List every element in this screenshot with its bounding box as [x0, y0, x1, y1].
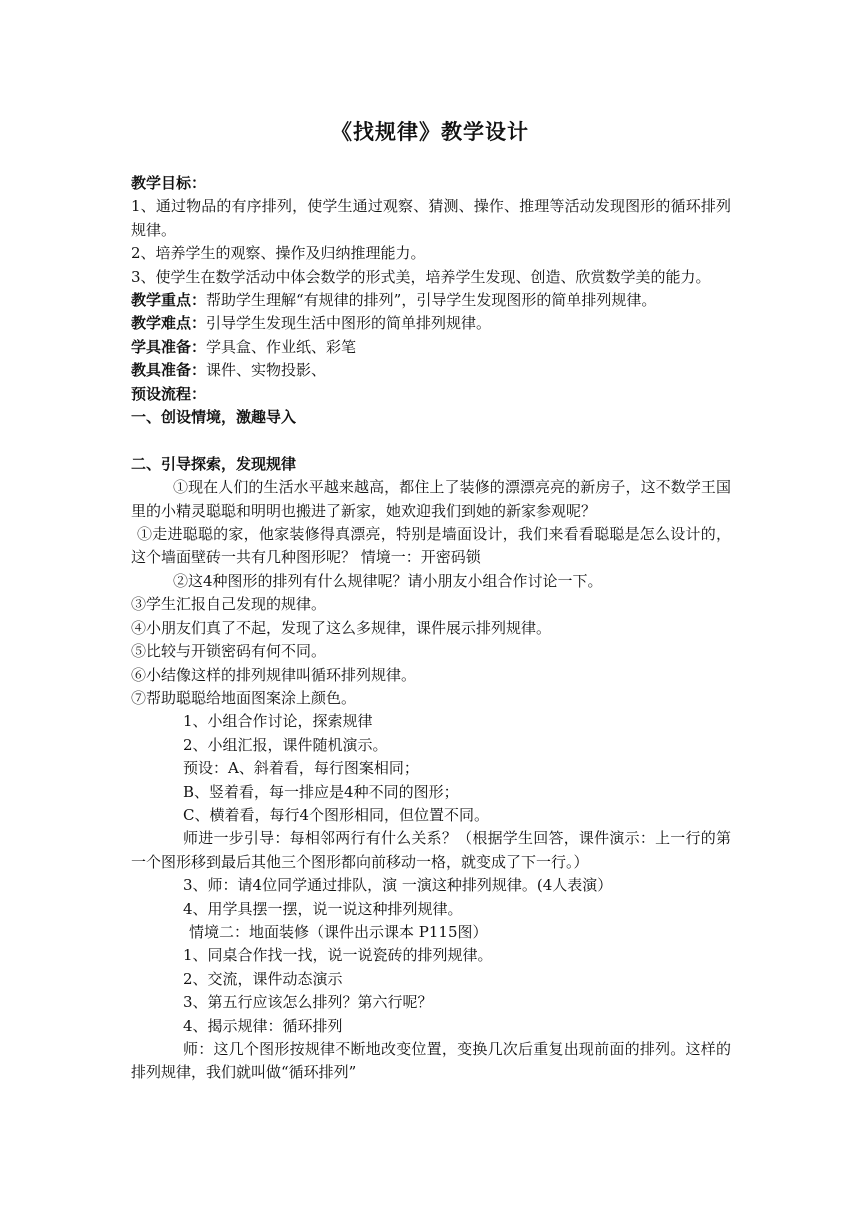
section-heading-1: 一、创设情境，激趣导入 — [131, 408, 297, 427]
paragraph: ⑥小结像这样的排列规律叫循环排列规律。 — [131, 665, 417, 684]
document-title: 《找规律》教学设计 — [331, 120, 529, 144]
section-heading-2: 二、引导探索，发现规律 — [131, 454, 297, 473]
paragraph: 4、揭示规律：循环排列 — [183, 1016, 343, 1035]
key-point-text: 帮助学生理解“有规律的排列”，引导学生发现图形的简单排列规律。 — [206, 291, 657, 310]
student-tools-text: 学具盒、作业纸、彩笔 — [206, 337, 357, 356]
blank-line — [131, 429, 731, 452]
paragraph: ①走进聪聪的家，他家装修得真漂亮，特别是墙面设计，我们来看看聪聪是怎么设计的，这个墙面壁砖一共有几种图形呢？ 情境一：开密码锁 — [131, 525, 731, 567]
paragraph: 师进一步引导：每相邻两行有什么关系？（根据学生回答，课件演示：上一行的第一个图形移到最后其他三个图形都向前移动一格，就变成了下一行。） — [131, 829, 731, 871]
paragraph: 2、交流，课件动态演示 — [183, 969, 343, 988]
paragraph: 1、小组合作讨论，探索规律 — [183, 712, 373, 731]
paragraph: 1、同桌合作找一找，说一说瓷砖的排列规律。 — [183, 946, 493, 965]
paragraph: 2、小组汇报，课件随机演示。 — [183, 735, 388, 754]
objective-item: 1、通过物品的有序排列，使学生通过观察、猜测、操作、推理等活动发现图形的循环排列规律。 — [131, 197, 731, 239]
objective-item: 2、培养学生的观察、操作及归纳推理能力。 — [131, 244, 426, 263]
paragraph: 3、第五行应该怎么排列？第六行呢？ — [183, 993, 433, 1012]
paragraph: 师：这几个图形按规律不断地改变位置，变换几次后重复出现前面的排列。这样的排列规律，我们就叫做“循环排列” — [131, 1040, 731, 1082]
objectives-heading: 教学目标： — [131, 174, 207, 192]
paragraph: B、竖着看，每一排应是4种不同的图形； — [183, 782, 459, 801]
difficulty-text: 引导学生发现生活中图形的简单排列规律。 — [206, 314, 492, 333]
key-point-label: 教学重点： — [131, 291, 207, 310]
paragraph: 情境二：地面装修（课件出示课本 P115图） — [189, 922, 488, 941]
teacher-tools-line — [131, 359, 731, 382]
paragraph: 4、用学具摆一摆，说一说这种排列规律。 — [183, 899, 463, 918]
document-body — [131, 172, 731, 1085]
key-point-line — [131, 289, 731, 312]
difficulty-label: 教学难点： — [131, 314, 207, 333]
paragraph: 3、师：请4位同学通过排队，演 一演这种排列规律。(4人表演） — [183, 876, 613, 895]
paragraph: ③学生汇报自己发现的规律。 — [131, 595, 327, 614]
teacher-tools-text: 课件、实物投影、 — [206, 361, 327, 380]
teacher-tools-label: 教具准备： — [131, 361, 207, 380]
paragraph: 预设：A、斜着看，每行图案相同； — [183, 759, 419, 778]
objective-item: 3、使学生在数学活动中体会数学的形式美，培养学生发现、创造、欣赏数学美的能力。 — [131, 267, 711, 286]
difficulty-line — [131, 312, 731, 335]
student-tools-label: 学具准备： — [131, 337, 207, 356]
paragraph: ⑦帮助聪聪给地面图案涂上颜色。 — [131, 688, 357, 707]
process-heading: 预设流程： — [131, 384, 207, 403]
paragraph: ④小朋友们真了不起，发现了这么多规律，课件展示排列规律。 — [131, 618, 552, 637]
paragraph: C、横着看，每行4个图形相同，但位置不同。 — [183, 805, 490, 824]
paragraph: ⑤比较与开锁密码有何不同。 — [131, 642, 327, 661]
paragraph: ①现在人们的生活水平越来越高，都住上了装修的漂漂亮亮的新房子，这不数学王国里的小精灵聪聪和明明也搬进了新家，她欢迎我们到她的新家参观呢？ — [131, 478, 731, 520]
student-tools-line — [131, 336, 731, 359]
paragraph: ②这4种图形的排列有什么规律呢？请小朋友小组合作讨论一下。 — [173, 571, 603, 590]
